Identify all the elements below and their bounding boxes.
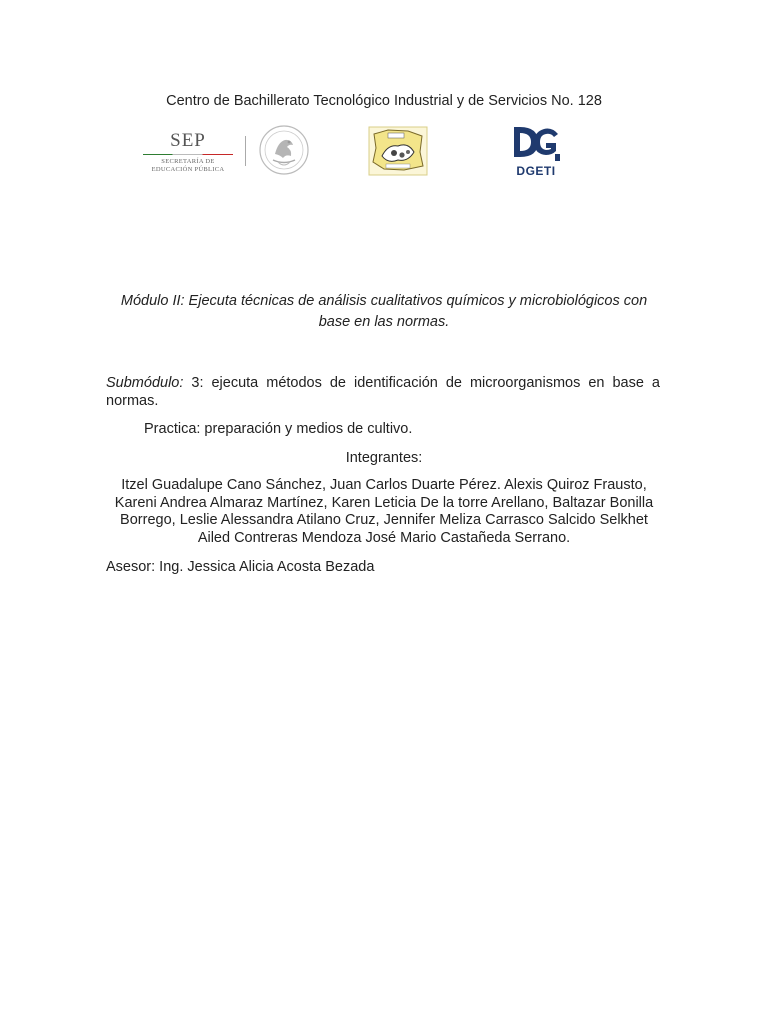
sep-logo-subtitle-line1: SECRETARÍA DE bbox=[161, 158, 215, 165]
modulo-title: Módulo II: Ejecuta técnicas de análisis cualitativos químicos y microbiológicos con base en las normas. bbox=[120, 293, 648, 330]
sep-logo-tricolor-line bbox=[143, 154, 233, 155]
sep-logo bbox=[140, 128, 240, 176]
sep-logo-word: SEP bbox=[170, 130, 206, 151]
dgeti-logo-word: DGETI bbox=[516, 164, 556, 178]
national-seal-logo bbox=[258, 124, 310, 176]
school-title: Centro de Bachillerato Tecnológico Industrial y de Servicios No. 128 bbox=[166, 93, 602, 109]
sep-logo-subtitle bbox=[140, 158, 236, 174]
asesor-line: Asesor: Ing. Jessica Alicia Acosta Bezada bbox=[106, 559, 375, 575]
logos-row bbox=[0, 122, 768, 182]
sep-logo-subtitle-line2: EDUCACIÓN PÚBLICA bbox=[151, 166, 225, 173]
integrantes-heading: Integrantes: bbox=[345, 450, 423, 466]
submodulo-paragraph bbox=[106, 374, 660, 410]
logo-divider bbox=[245, 136, 246, 166]
eagle-seal-icon bbox=[258, 124, 310, 176]
integrantes-list: Itzel Guadalupe Cano Sánchez, Juan Carlos Duarte Pérez. Alexis Quiroz Frausto, Kareni Andrea Almaraz Martínez, Karen Leticia De la torre Arellano, Baltazar Bonilla Borrego, Leslie Alessandra Atilano Cruz, Jennifer Meliza Carrasco Salcido Selkhet Ailed Contreras Mendoza José Mario Castañeda Serrano. bbox=[114, 477, 654, 546]
practica-line: Practica: preparación y medios de cultivo. bbox=[144, 421, 413, 437]
submodulo-text: 3: ejecuta métodos de identificación de microorganismos en base a normas. bbox=[106, 375, 660, 409]
submodulo-label: Submódulo: bbox=[106, 375, 184, 391]
